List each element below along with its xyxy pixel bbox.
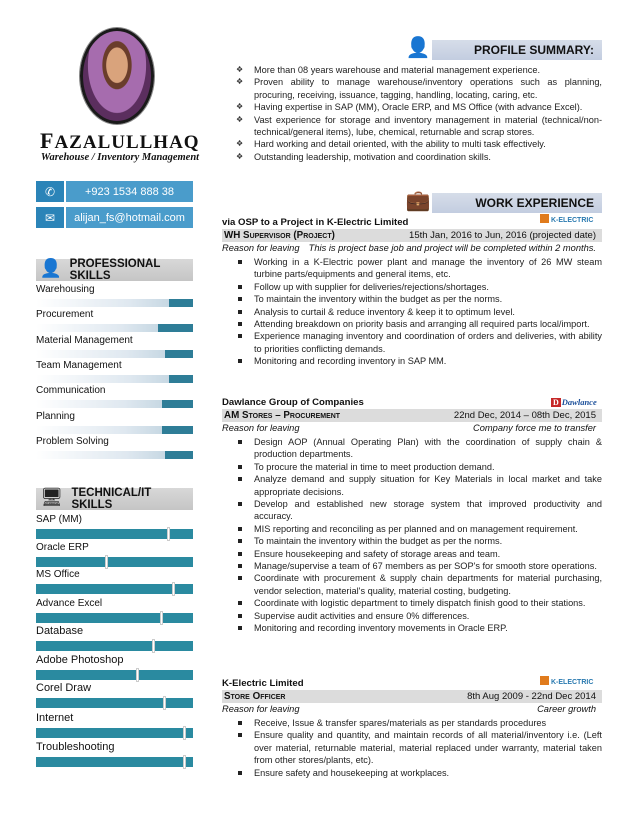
person-icon: 👤 <box>39 257 63 278</box>
tech-skill-item <box>36 568 193 594</box>
bullet-item: Follow up with supplier for deliveries/rejections/shortages. <box>234 281 602 293</box>
job-dates: 15th Jan, 2016 to Jun, 2016 (projected date) <box>409 230 596 241</box>
bullet-item: To maintain the inventory within the budget as per the norms. <box>234 535 602 547</box>
reason-label: Reason for leaving <box>222 243 300 253</box>
email-icon: ✉ <box>36 207 66 228</box>
tech-skill-item <box>36 682 193 708</box>
skill-item <box>36 308 193 332</box>
skill-item <box>36 384 193 408</box>
bullet-item: To maintain the inventory within the budget as per the norms. <box>234 293 602 305</box>
monitor-icon: 🖥 <box>40 486 64 507</box>
skill-item <box>36 359 193 383</box>
bullet-item: ❖ Having expertise in SAP (MM), Oracle ERP, and MS Office (with advance Excel). <box>234 101 602 113</box>
bullet-item: Receive, Issue & transfer spares/materials as per standards procedures <box>234 717 602 729</box>
skill-level-bar <box>36 299 193 307</box>
bullet-item: Design AOP (Annual Operating Plan) with the coordination of supply chain & production departments. <box>234 436 602 461</box>
skill-label: Communication <box>36 385 106 396</box>
email-contact <box>36 207 193 228</box>
skill-level-fill <box>36 451 165 459</box>
work-experience-title: WORK EXPERIENCE <box>475 196 594 210</box>
job-title-bar <box>222 229 602 242</box>
tech-skill-item <box>36 712 193 738</box>
logo-text: K-ELECTRIC <box>551 679 594 686</box>
tech-skill-marker <box>183 726 186 740</box>
job-title-bar <box>222 409 602 422</box>
tech-skill-label: Database <box>36 625 84 637</box>
job-reason <box>222 704 602 714</box>
skill-level-fill <box>36 375 169 383</box>
tech-skill-label: Internet <box>36 712 74 724</box>
profile-summary-title: PROFILE SUMMARY: <box>474 43 594 57</box>
tech-skill-item <box>36 597 193 623</box>
bullet-item: ❖ Hard working and detail oriented, with the ability to multi task effectively. <box>234 138 602 150</box>
bullet-item: Manage/supervise a team of 67 members as per SOP's for smooth store operations. <box>234 560 602 572</box>
k-electric-logo <box>540 676 593 686</box>
skill-label: Material Management <box>36 335 133 346</box>
profile-icon: 👤 <box>405 36 431 59</box>
bullet-item: ❖ Proven ability to manage warehouse/inventory operations such as planning, procuring, receiving, issuance, tagging, handling, locating, caring, etc. <box>234 76 602 101</box>
skill-label: Planning <box>36 411 75 422</box>
tech-skill-marker <box>172 582 175 596</box>
tech-skill-marker <box>167 527 170 541</box>
job-reason <box>222 243 602 253</box>
job-company: via OSP to a Project in K-Electric Limited <box>222 217 409 228</box>
reason-text: Career growth <box>537 704 596 714</box>
job-dates: 22nd Dec, 2014 – 08th Dec, 2015 <box>453 410 596 421</box>
technical-skills-title: TECHNICAL/IT SKILLS <box>71 487 152 511</box>
tech-skill-bar <box>36 757 193 767</box>
profile-summary-header <box>405 36 602 60</box>
job-title-bar <box>222 690 602 703</box>
job-duties-list <box>234 436 602 635</box>
bullet-item: Analyze demand and supply situation for Key Materials in local market and take appropriate decisions. <box>234 473 602 498</box>
name-rest: AZALULLHAQ <box>54 132 200 153</box>
bullet-item: ❖ More than 08 years warehouse and material management experience. <box>234 64 602 76</box>
reason-text: Company force me to transfer <box>473 423 596 433</box>
job-duties-list <box>234 717 602 779</box>
bullet-item: Monitoring and recording inventory movements in Oracle ERP. <box>234 622 602 634</box>
job-company: Dawlance Group of Companies <box>222 397 364 408</box>
bullet-item: Ensure quality and quantity, and maintain records of all material/inventory i.e. (Left over material, returnable material, material replaced under warranty, material taken from other stores/plants, etc). <box>234 729 602 766</box>
logo-text: Dawlance <box>561 397 597 407</box>
tech-skill-item <box>36 625 193 651</box>
tech-skill-label: MS Office <box>36 569 80 580</box>
tech-skill-label: SAP (MM) <box>36 514 82 525</box>
tech-skill-bar <box>36 584 193 594</box>
reason-label: Reason for leaving <box>222 423 300 433</box>
skill-level-fill <box>36 324 158 332</box>
skill-level-fill <box>36 350 165 358</box>
tech-skill-label: Oracle ERP <box>36 542 89 553</box>
bullet-item: Working in a K-Electric power plant and manage the inventory of 26 MW steam turbine parts/equipments and general items, etc. <box>234 256 602 281</box>
phone-contact <box>36 181 193 202</box>
tech-skill-marker <box>152 639 155 653</box>
briefcase-icon: 💼 <box>405 189 431 212</box>
dawlance-logo: D Dawlance <box>553 397 597 407</box>
professional-skills-title: PROFESSIONAL SKILLS <box>69 258 161 282</box>
job-company: K-Electric Limited <box>222 678 304 689</box>
email-address[interactable]: alijan_fs@hotmail.com <box>66 207 193 228</box>
skill-item <box>36 283 193 307</box>
tech-skill-item <box>36 541 193 567</box>
tech-skill-marker <box>183 755 186 769</box>
k-electric-logo <box>540 214 593 224</box>
tech-skill-item <box>36 513 193 539</box>
reason-label: Reason for leaving <box>222 704 300 714</box>
skill-level-bar <box>36 400 193 408</box>
skill-item <box>36 410 193 434</box>
job-dates: 8th Aug 2009 - 22nd Dec 2014 <box>467 691 596 702</box>
bullet-item: ❖ Vast experience for storage and inventory management in material (technical/non-technical/general items), lube, chemical, returnable and scrap stores. <box>234 114 602 139</box>
person-role: Warehouse / Inventory Management <box>40 152 200 163</box>
tech-skill-bar <box>36 670 193 680</box>
skill-item <box>36 334 193 358</box>
tech-skill-bar <box>36 557 193 567</box>
phone-icon: ✆ <box>36 181 66 202</box>
job-title: Store Officer <box>224 691 286 702</box>
bullet-item: Supervise audit activities and ensure 0% differences. <box>234 610 602 622</box>
skill-label: Warehousing <box>36 284 95 295</box>
bullet-item: Coordinate with procurement & supply chain departments for material purchasing, vendor selection, material's quality, material costing, budgeting. <box>234 572 602 597</box>
bullet-item: To procure the material in time to meet production demand. <box>234 461 602 473</box>
logo-text: K-ELECTRIC <box>551 217 594 224</box>
job-title: AM Stores – Procurement <box>224 410 341 421</box>
skill-level-fill <box>36 400 162 408</box>
skill-level-fill <box>36 299 169 307</box>
tech-skill-bar <box>36 641 193 651</box>
technical-skills-header <box>36 488 193 510</box>
bullet-item: Attending breakdown on priority basis and arranging all required parts local/import. <box>234 318 602 330</box>
skill-label: Problem Solving <box>36 436 109 447</box>
tech-skill-label: Adobe Photoshop <box>36 654 124 666</box>
tech-skill-marker <box>136 668 139 682</box>
bullet-item: Ensure safety and housekeeping at workplaces. <box>234 767 602 779</box>
profile-summary-list <box>234 64 602 163</box>
job-duties-list <box>234 256 602 368</box>
name-initial: F <box>40 128 55 153</box>
tech-skill-item <box>36 741 193 767</box>
bullet-item: Analysis to curtail & reduce inventory & keep it to optimum level. <box>234 306 602 318</box>
professional-skills-header <box>36 259 193 281</box>
bullet-item: Coordinate with logistic department to timely dispatch finish good to their stations. <box>234 597 602 609</box>
bullet-item: Ensure housekeeping and safety of storage areas and team. <box>234 548 602 560</box>
tech-skill-bar <box>36 728 193 738</box>
tech-skill-label: Advance Excel <box>36 598 103 609</box>
tech-skill-bar <box>36 613 193 623</box>
tech-skill-bar <box>36 529 193 539</box>
skill-level-bar <box>36 350 193 358</box>
tech-skill-label: Troubleshooting <box>36 741 115 753</box>
skill-label: Team Management <box>36 360 122 371</box>
tech-skill-label: Corel Draw <box>36 682 92 694</box>
tech-skill-marker <box>160 611 163 625</box>
skill-item <box>36 435 193 459</box>
bullet-item: MIS reporting and reconciling as per planned and on management requirement. <box>234 523 602 535</box>
skill-level-bar <box>36 375 193 383</box>
reason-text: This is project base job and project will be completed within 2 months. <box>308 243 596 253</box>
skill-label: Procurement <box>36 309 94 320</box>
bullet-item: Develop and established new storage system that improved productivity and accuracy. <box>234 498 602 523</box>
skill-level-bar <box>36 451 193 459</box>
tech-skill-bar <box>36 698 193 708</box>
bullet-item: Monitoring and recording inventory in SAP MM. <box>234 355 602 367</box>
tech-skill-marker <box>163 696 166 710</box>
skill-level-bar <box>36 426 193 434</box>
bullet-item: ❖ Outstanding leadership, motivation and coordination skills. <box>234 151 602 163</box>
skill-level-bar <box>36 324 193 332</box>
work-experience-header <box>405 189 602 213</box>
bullet-item: Experience managing inventory and coordination of orders and deliveries, with ability to priorities conflicting demands. <box>234 330 602 355</box>
tech-skill-marker <box>105 555 108 569</box>
job-reason <box>222 423 602 433</box>
job-title: WH Supervisor (Project) <box>224 230 335 241</box>
tech-skill-item <box>36 654 193 680</box>
skill-level-fill <box>36 426 162 434</box>
phone-number: +923 1534 888 38 <box>66 181 193 202</box>
profile-photo <box>80 28 154 124</box>
person-name <box>40 128 200 154</box>
